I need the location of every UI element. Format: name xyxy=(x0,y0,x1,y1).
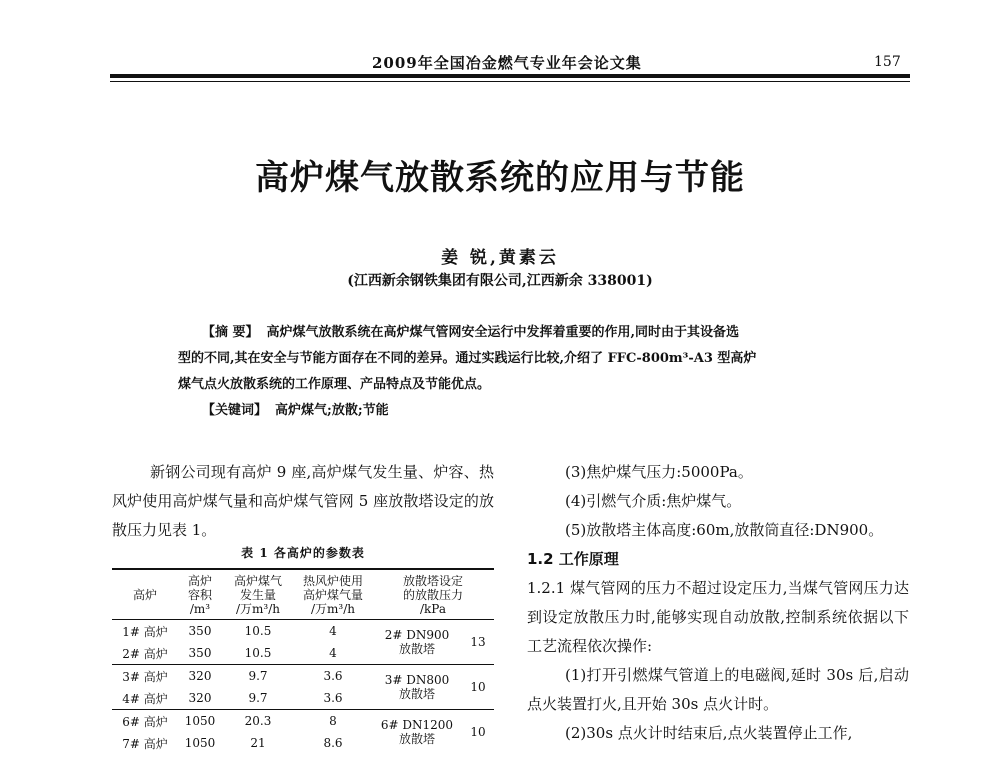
cell-volume: 350 xyxy=(178,642,222,665)
cell-pressure: 13 xyxy=(462,620,494,665)
intro-paragraph: 新钢公司现有高炉 9 座,高炉煤气发生量、炉容、热风炉使用高炉煤气量和高炉煤气管网 5 座放散塔设定的放散压力见表 1。 xyxy=(112,463,494,539)
cell-tower xyxy=(372,710,462,755)
section-heading-1-2: 1.2 工作原理 xyxy=(527,550,619,568)
table-row xyxy=(112,665,494,688)
table-header-row xyxy=(112,569,494,620)
header-rule-thin xyxy=(110,81,910,82)
cell-gas: 9.7 xyxy=(222,687,294,710)
cell-volume: 320 xyxy=(178,687,222,710)
cell-volume: 350 xyxy=(188,624,212,638)
step-1: (1)打开引燃煤气管道上的电磁阀,延时 30s 后,启动点火装置打火,且开始 30s 点火计时。 xyxy=(527,666,909,713)
right-column xyxy=(527,458,909,748)
abstract-line-1: 【摘 要】 高炉煤气放散系统在高炉煤气管网安全运行中发挥着重要的作用,同时由于其设备选 xyxy=(202,325,740,340)
keywords-label: 【关键词】 xyxy=(202,403,268,418)
authors: 姜 锐,黄素云 xyxy=(441,248,559,268)
cell-pressure: 10 xyxy=(462,665,494,710)
th-stove-usage-text: 热风炉使用 高炉煤气量 /万m³/h xyxy=(302,574,363,616)
th-stove-usage xyxy=(294,569,372,620)
cell-furnace: 7# 高炉 xyxy=(122,736,168,751)
left-column xyxy=(112,458,494,545)
cell-stove: 8 xyxy=(329,714,337,728)
abstract-line-3: 煤气点火放散系统的工作原理、产品特点及节能优点。 xyxy=(178,377,491,392)
paper-title: 高炉煤气放散系统的应用与节能 xyxy=(255,158,745,198)
cell-gas: 21 xyxy=(250,736,266,750)
cell-stove: 8.6 xyxy=(323,736,343,750)
cell-stove: 4 xyxy=(294,642,372,665)
cell-furnace: 2# 高炉 xyxy=(112,642,178,665)
cell-furnace: 3# 高炉 xyxy=(122,669,168,684)
cell-tower-text: 6# DN1200 放散塔 xyxy=(380,718,454,746)
cell-furnace: 4# 高炉 xyxy=(112,687,178,710)
cell-furnace: 6# 高炉 xyxy=(122,714,168,729)
th-gas-generation xyxy=(222,569,294,620)
cell-tower-text: 2# DN900 放散塔 xyxy=(384,628,450,656)
params-table xyxy=(112,568,494,754)
cell-volume: 1050 xyxy=(184,736,216,750)
keywords: 高炉煤气;放散;节能 xyxy=(275,403,389,418)
item-5: (5)放散塔主体高度:60m,放散筒直径:DN900。 xyxy=(565,521,884,539)
abstract-label: 【摘 要】 xyxy=(202,325,259,340)
keywords-line xyxy=(178,398,878,424)
step-2: (2)30s 点火计时结束后,点火装置停止工作, xyxy=(565,724,853,742)
abstract-block xyxy=(178,320,878,424)
cell-volume: 1050 xyxy=(184,714,216,728)
paragraph-1-2-1: 1.2.1 煤气管网的压力不超过设定压力,当煤气管网压力达到设定放散压力时,能够实现自动放散,控制系统依据以下工艺流程依次操作: xyxy=(527,579,909,655)
header-rule-thick xyxy=(110,74,910,78)
th-volume xyxy=(178,569,222,620)
th-pressure-text: 放散塔设定 的放散压力 /kPa xyxy=(402,574,463,616)
cell-stove: 4 xyxy=(329,624,337,638)
table-row xyxy=(112,710,494,733)
th-gas-generation-text: 高炉煤气 发生量 /万m³/h xyxy=(233,574,282,616)
cell-furnace: 1# 高炉 xyxy=(122,624,168,639)
cell-pressure: 10 xyxy=(470,725,486,739)
item-3: (3)焦炉煤气压力:5000Pa。 xyxy=(565,463,753,481)
table-row xyxy=(112,620,494,643)
th-pressure xyxy=(372,569,494,620)
th-volume-text: 高炉 容积 /m³ xyxy=(187,574,212,616)
cell-gas: 9.7 xyxy=(248,669,268,683)
cell-tower xyxy=(372,665,462,710)
affiliation: (江西新余钢铁集团有限公司,江西新余 338001) xyxy=(347,273,653,289)
cell-gas: 20.3 xyxy=(244,714,272,728)
cell-tower xyxy=(372,620,462,665)
cell-tower-text: 3# DN800 放散塔 xyxy=(384,673,450,701)
cell-gas: 10.5 xyxy=(244,624,272,638)
cell-stove: 3.6 xyxy=(294,687,372,710)
cell-volume: 320 xyxy=(188,669,212,683)
running-header-title: 2009年全国冶金燃气专业年会论文集 xyxy=(372,54,642,72)
abstract-line-2: 型的不同,其在安全与节能方面存在不同的差异。通过实践运行比较,介绍了 FFC-800m³-A3 型高炉 xyxy=(178,351,757,366)
th-furnace: 高炉 xyxy=(112,569,178,620)
table-caption: 表 1 各高炉的参数表 xyxy=(241,546,365,560)
page-number: 157 xyxy=(874,54,901,70)
cell-stove: 3.6 xyxy=(323,669,343,683)
cell-gas: 10.5 xyxy=(222,642,294,665)
item-4: (4)引燃气介质:焦炉煤气。 xyxy=(565,492,742,510)
